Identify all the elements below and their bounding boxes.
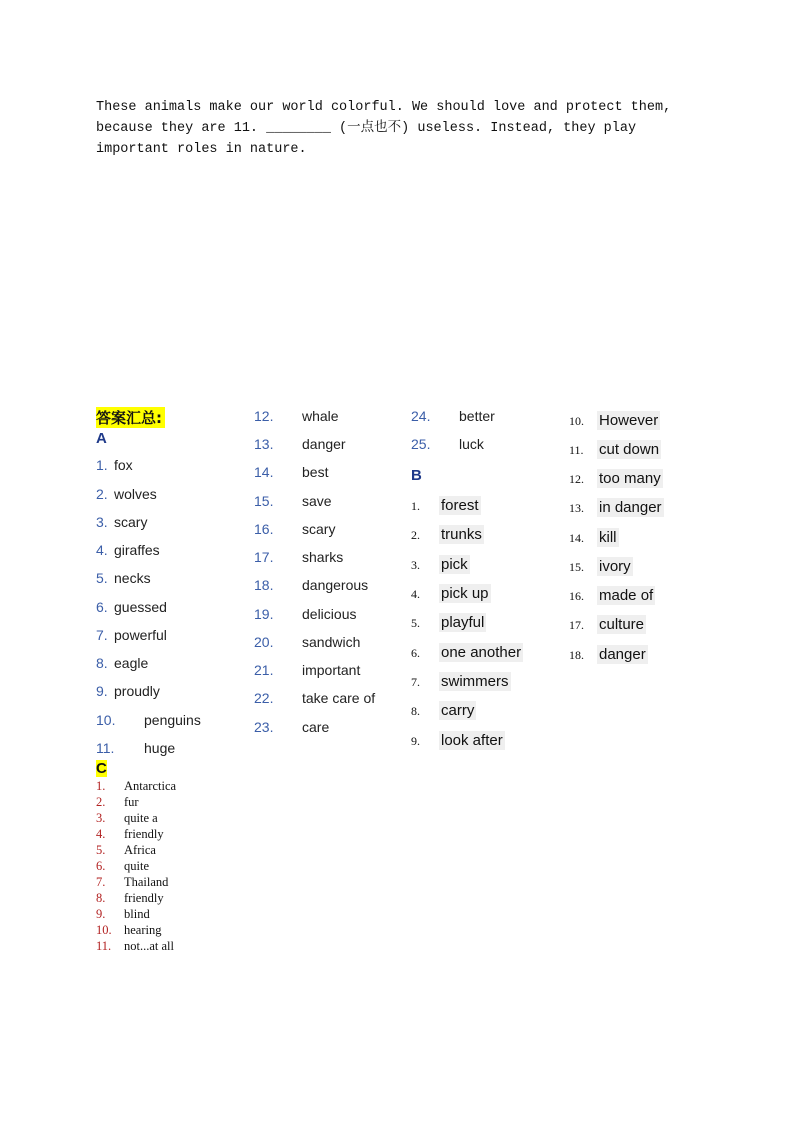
- list-item: 21. important: [254, 662, 361, 678]
- list-item: 10. hearing: [96, 923, 162, 937]
- list-item: 1. fox: [96, 457, 133, 473]
- list-item: 9. blind: [96, 907, 150, 921]
- list-item: 19. delicious: [254, 606, 357, 622]
- list-item: 8. eagle: [96, 655, 149, 671]
- list-item: 3. pick: [411, 556, 468, 573]
- list-item: 13. danger: [254, 436, 346, 452]
- answers-title: 答案汇总:: [96, 407, 165, 428]
- list-item: 4. giraffes: [96, 542, 160, 558]
- section-a-label: A: [96, 430, 107, 447]
- list-item: 14. best: [254, 464, 329, 480]
- list-item: 15. ivory: [569, 558, 631, 575]
- list-item: 2. fur: [96, 795, 139, 809]
- passage: [96, 97, 696, 160]
- list-item: 7. powerful: [96, 627, 167, 643]
- list-item: 6. quite: [96, 859, 149, 873]
- list-item: 6. guessed: [96, 599, 167, 615]
- section-b-label: B: [411, 467, 422, 484]
- list-item: 4. pick up: [411, 585, 489, 602]
- list-item: 18. dangerous: [254, 577, 369, 593]
- list-item: 5. necks: [96, 570, 151, 586]
- list-item: 7. swimmers: [411, 673, 509, 690]
- list-item: 11. not...at all: [96, 939, 174, 953]
- list-item: 16. scary: [254, 521, 336, 537]
- list-item: 6. one another: [411, 644, 522, 661]
- list-item: 1. forest: [411, 497, 479, 514]
- section-c-label: C: [96, 760, 107, 777]
- passage-line-1: These animals make our world colorful. We should love and protect them,: [96, 100, 672, 115]
- passage-line-3: important roles in nature.: [96, 142, 307, 157]
- list-item: 9. look after: [411, 732, 503, 749]
- list-item: 14. kill: [569, 529, 617, 546]
- list-item: 2. wolves: [96, 486, 157, 502]
- list-item: 16. made of: [569, 587, 654, 604]
- list-item: 5. Africa: [96, 843, 156, 857]
- list-item: 15. save: [254, 493, 332, 509]
- list-item: 18. danger: [569, 646, 646, 663]
- list-item: 8. friendly: [96, 891, 164, 905]
- list-item: 24. better: [411, 408, 495, 424]
- list-item: 8. carry: [411, 702, 475, 719]
- list-item: 23. care: [254, 719, 330, 735]
- list-item: 2. trunks: [411, 526, 482, 543]
- list-item: 7. Thailand: [96, 875, 169, 889]
- list-item: 4. friendly: [96, 827, 164, 841]
- list-item: 25. luck: [411, 436, 484, 452]
- list-item: 22. take care of: [254, 690, 376, 706]
- list-item: 3. scary: [96, 514, 148, 530]
- list-item: 1. Antarctica: [96, 779, 177, 793]
- list-item: 17. culture: [569, 616, 645, 633]
- passage-line-2: because they are 11. ________ (一点也不) useless. Instead, they play: [96, 121, 637, 136]
- list-item: 11. cut down: [569, 441, 660, 458]
- list-item: 11. huge: [96, 740, 176, 756]
- list-item: 9. proudly: [96, 683, 160, 699]
- list-item: 20. sandwich: [254, 634, 361, 650]
- list-item: 5. playful: [411, 614, 485, 631]
- list-item: 10. However: [569, 412, 659, 429]
- list-item: 10. penguins: [96, 712, 201, 728]
- list-item: 12. whale: [254, 408, 339, 424]
- list-item: 12. too many: [569, 470, 661, 487]
- list-item: 13. in danger: [569, 499, 662, 516]
- list-item: 17. sharks: [254, 549, 344, 565]
- list-item: 3. quite a: [96, 811, 158, 825]
